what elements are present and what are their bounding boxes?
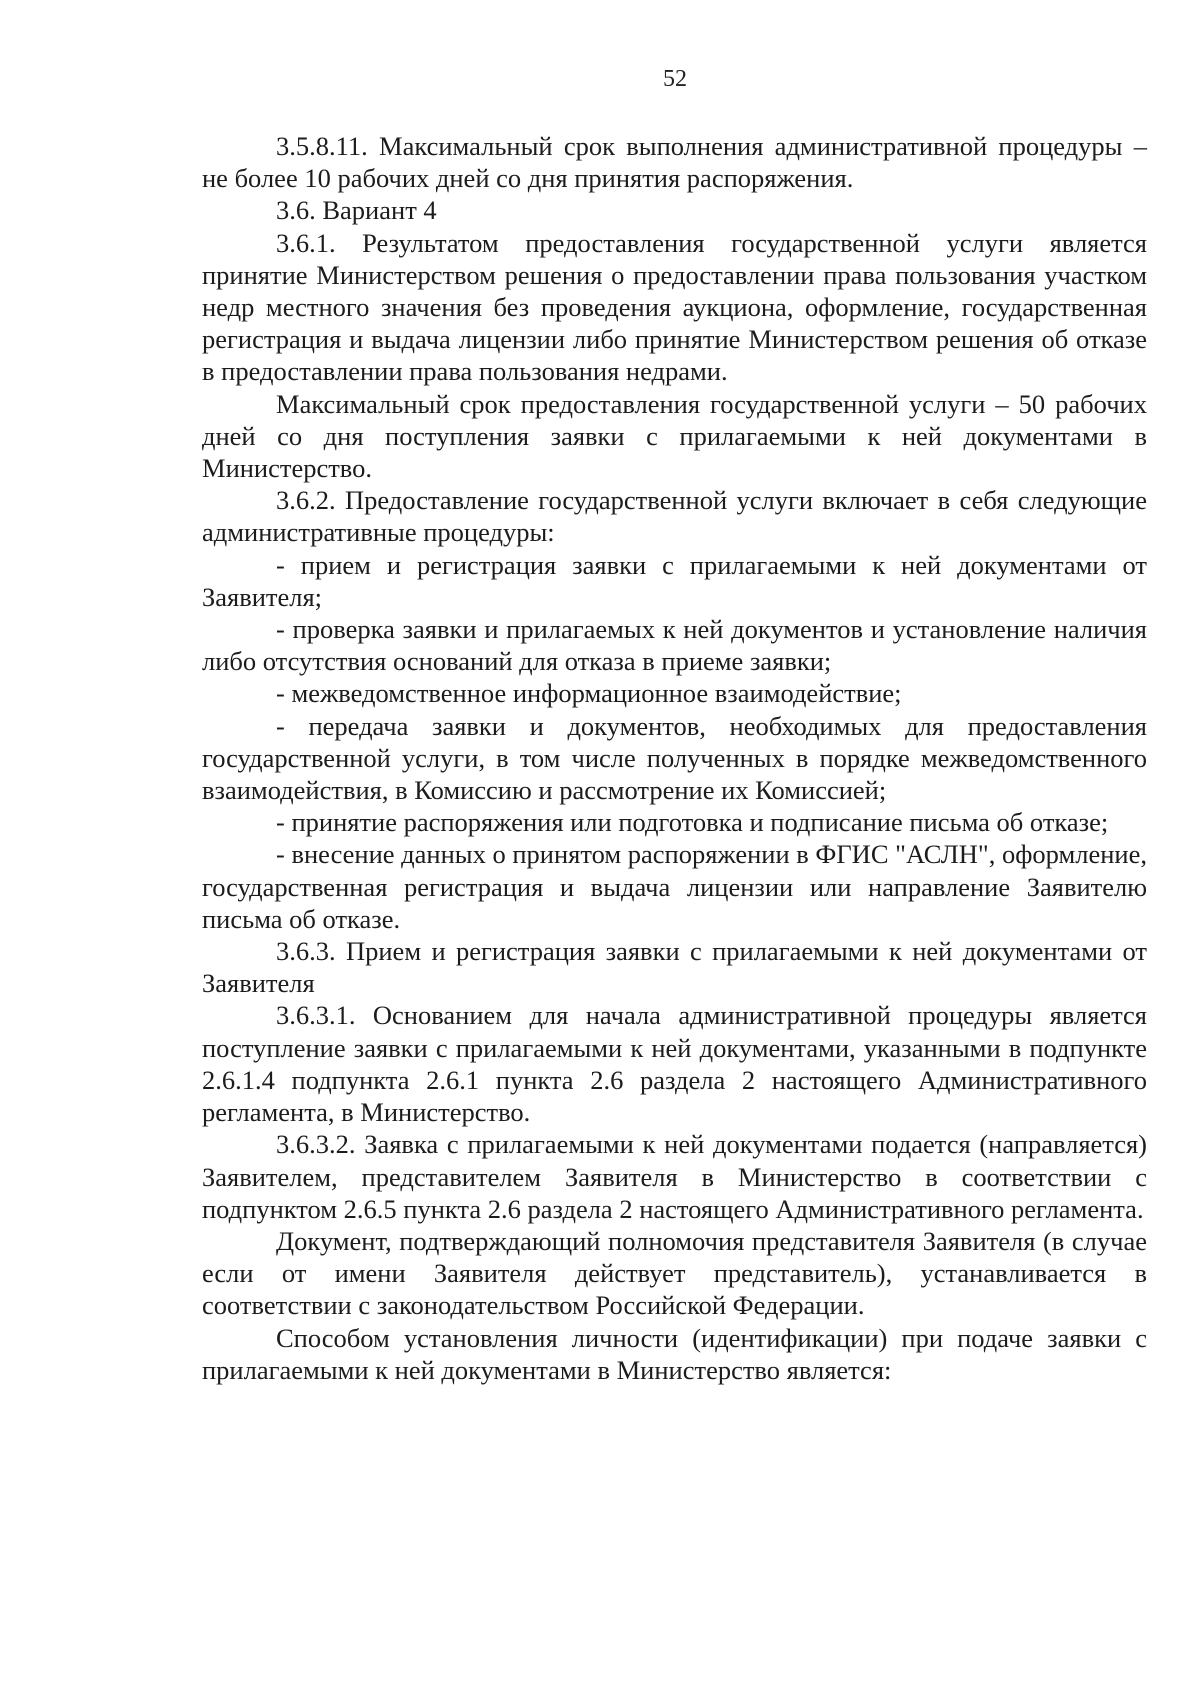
paragraph-3-6-3: 3.6.3. Прием и регистрация заявки с прилагаемыми к ней документами от Заявителя	[202, 936, 1147, 999]
list-item-verification: - проверка заявки и прилагаемых к ней документов и установление наличия либо отсутствия оснований для отказа в приеме заявки;	[202, 614, 1147, 677]
page-number: 52	[663, 66, 687, 92]
paragraph-identification: Способом установления личности (идентификации) при подаче заявки с прилагаемыми к ней документами в Министерство является:	[202, 1322, 1147, 1385]
list-item-commission: - передача заявки и документов, необходимых для предоставления государственной услуги, в том числе полученных в порядке межведомственного взаимодействия, в Комиссию и рассмотрение их Комиссией;	[202, 710, 1147, 806]
list-item-decision: - принятие распоряжения или подготовка и подписание письма об отказе;	[276, 807, 1109, 838]
document-body	[202, 130, 1147, 1386]
paragraph-3-6-3-2: 3.6.3.2. Заявка с прилагаемыми к ней документами подается (направляется) Заявителем, представителем Заявителя в Министерство в соответствии с подпунктом 2.6.5 пункта 2.6 раздела 2 настоящего Административного регламента.	[202, 1129, 1147, 1224]
paragraph-3-5-8-11: 3.5.8.11. Максимальный срок выполнения административной процедуры – не более 10 рабочих дней со дня принятия распоряжения.	[202, 131, 1147, 194]
paragraph-max-term: Максимальный срок предоставления государственной услуги – 50 рабочих дней со дня поступления заявки с прилагаемыми к ней документами в Министерство.	[202, 388, 1147, 484]
paragraph-3-6-2: 3.6.2. Предоставление государственной услуги включает в себя следующие административные процедуры:	[202, 485, 1147, 548]
paragraph-3-6-3-1: 3.6.3.1. Основанием для начала административной процедуры является поступление заявки с прилагаемыми к ней документами, указанными в подпункте 2.6.1.4 подпункта 2.6.1 пункта 2.6 раздела 2 настоящего Административного регламента, в Министерство.	[202, 1000, 1147, 1128]
paragraph-authority-document: Документ, подтверждающий полномочия представителя Заявителя (в случае если от имени Заявителя действует представитель), устанавливается в соответствии с законодательством Российской Федерации.	[202, 1225, 1147, 1321]
paragraph-3-6-1: 3.6.1. Результатом предоставления государственной услуги является принятие Министерством решения о предоставлении права пользования участком недр местного значения без проведения аукциона, оформление, государственная регистрация и выдача лицензии либо принятие Министерством решения об отказе в предоставлении права пользования недрами.	[202, 227, 1147, 387]
list-item-reception: - прием и регистрация заявки с прилагаемыми к ней документами от Заявителя;	[202, 549, 1147, 612]
list-item-registration: - внесение данных о принятом распоряжении в ФГИС "АСЛН", оформление, государственная регистрация и выдача лицензии или направление Заявителю письма об отказе.	[202, 839, 1147, 934]
list-item-interagency: - межведомственное информационное взаимодействие;	[276, 678, 902, 709]
heading-variant-4: 3.6. Вариант 4	[276, 195, 437, 226]
